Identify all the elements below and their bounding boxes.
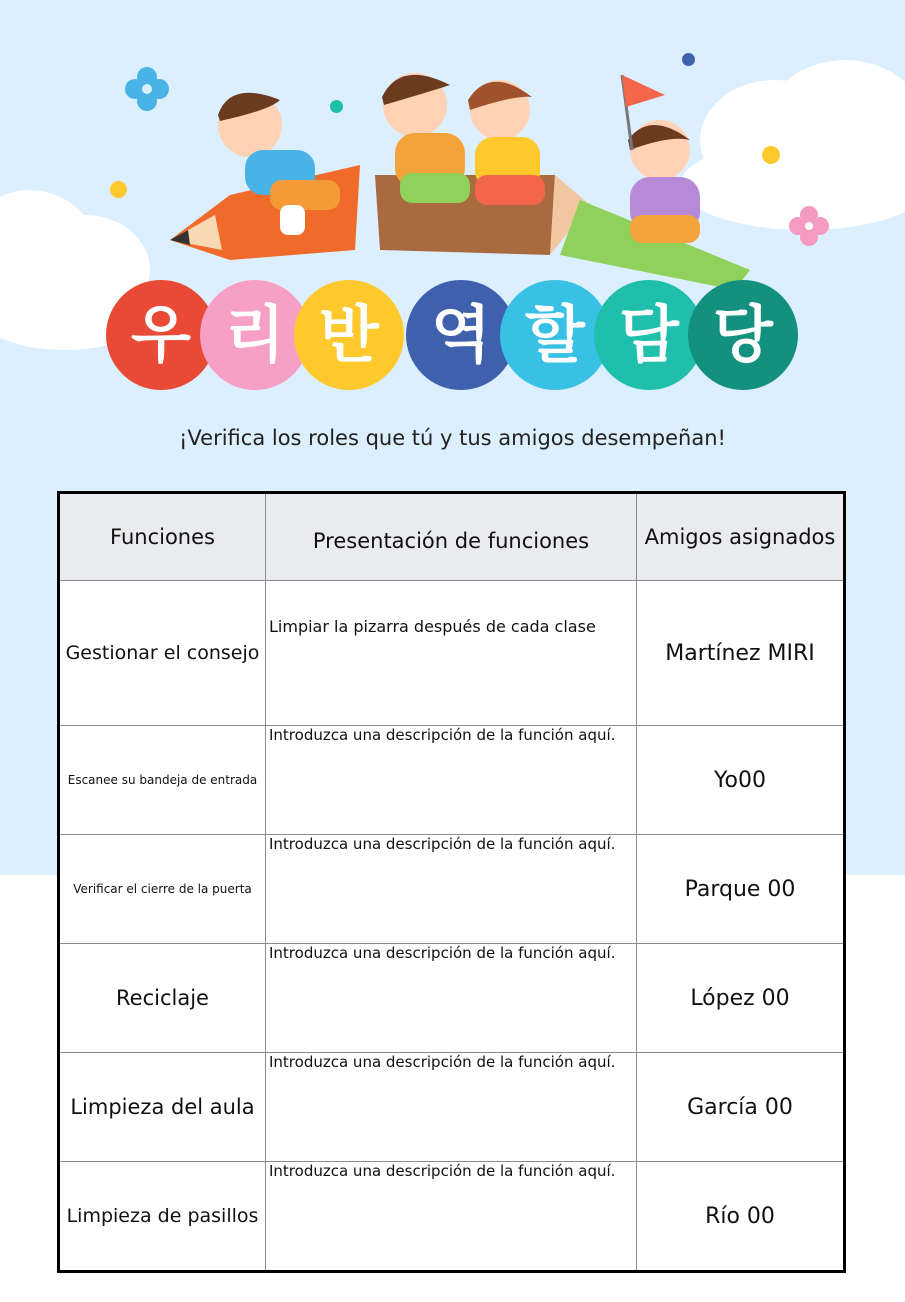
- title-char-2: 리: [200, 280, 310, 390]
- role-description: Introduzca una descripción de la función aquí.: [266, 1053, 637, 1162]
- assigned-friend: Martínez MIRI: [637, 581, 845, 726]
- table-header-row: [59, 493, 845, 581]
- confetti-dot: [110, 181, 127, 198]
- assigned-friend: Parque 00: [637, 835, 845, 944]
- title-char-1: 우: [106, 280, 216, 390]
- title-char-4: 역: [406, 280, 516, 390]
- confetti-dot: [762, 146, 780, 164]
- title-banner: [106, 280, 806, 392]
- assigned-friend: Río 00: [637, 1162, 845, 1272]
- role-name: Limpieza de pasillos: [59, 1162, 266, 1272]
- role-name: Limpieza del aula: [59, 1053, 266, 1162]
- table-row: [59, 1053, 845, 1162]
- role-description: Introduzca una descripción de la función aquí.: [266, 835, 637, 944]
- title-char-6: 담: [594, 280, 704, 390]
- flower-icon: [788, 205, 830, 247]
- table-row: [59, 726, 845, 835]
- header-funciones: Funciones: [59, 493, 266, 581]
- kids-on-pencils-illustration: [160, 55, 760, 290]
- table-row: [59, 944, 845, 1053]
- role-description: Introduzca una descripción de la función aquí.: [266, 944, 637, 1053]
- title-char-5: 할: [500, 280, 610, 390]
- subtitle: ¡Verifica los roles que tú y tus amigos desempeñan!: [179, 426, 726, 450]
- role-description: Introduzca una descripción de la función aquí.: [266, 1162, 637, 1272]
- role-description: Limpiar la pizarra después de cada clase: [266, 581, 637, 726]
- header-presentacion: Presentación de funciones: [266, 493, 637, 581]
- roles-table: [57, 491, 846, 1273]
- role-name: Escanee su bandeja de entrada: [59, 726, 266, 835]
- title-char-7: 당: [688, 280, 798, 390]
- table-row: [59, 835, 845, 944]
- assigned-friend: López 00: [637, 944, 845, 1053]
- role-name: Verificar el cierre de la puerta: [59, 835, 266, 944]
- assigned-friend: García 00: [637, 1053, 845, 1162]
- role-name: Gestionar el consejo: [59, 581, 266, 726]
- title-char-3: 반: [294, 280, 404, 390]
- role-description: Introduzca una descripción de la función aquí.: [266, 726, 637, 835]
- table-row: [59, 1162, 845, 1272]
- header-amigos: Amigos asignados: [637, 493, 845, 581]
- table-row: [59, 581, 845, 726]
- assigned-friend: Yo00: [637, 726, 845, 835]
- role-name: Reciclaje: [59, 944, 266, 1053]
